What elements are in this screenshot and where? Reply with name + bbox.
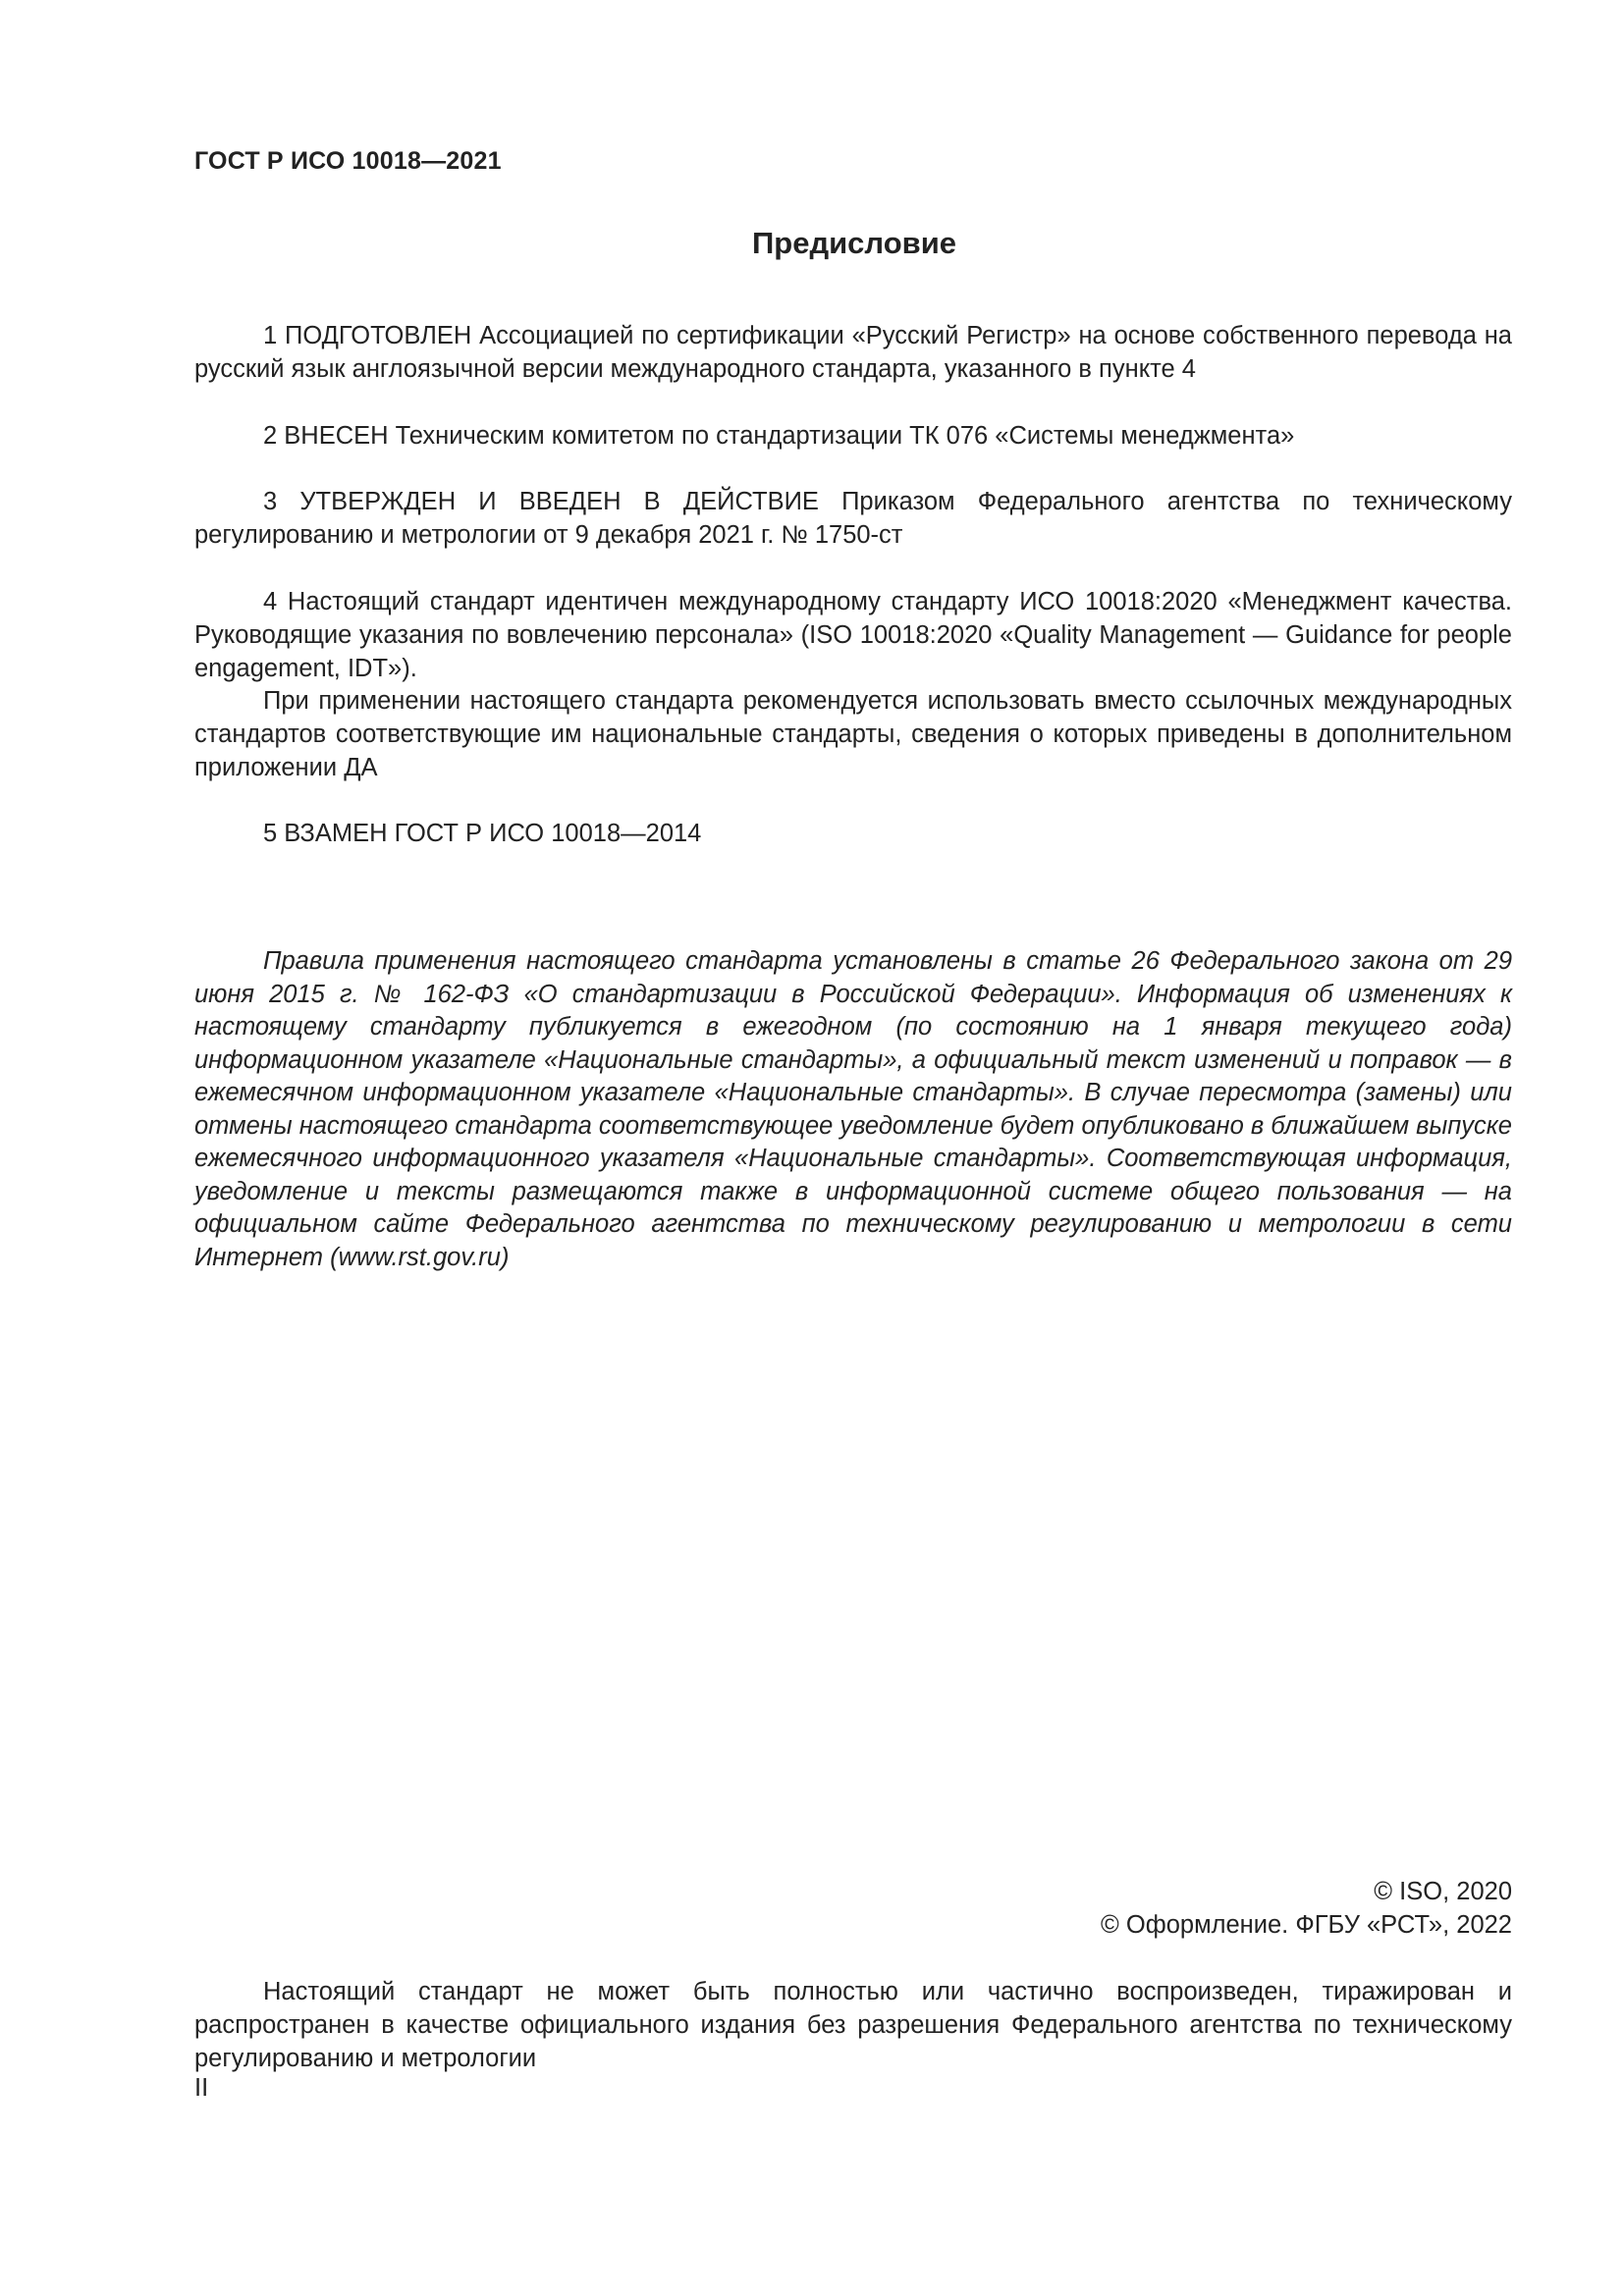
foreword-paragraph-4-note: При применении настоящего стандарта рекомендуется использовать вместо ссылочных международных стандартов соответствующие им национальные стандарты, сведения о которых приведены в дополнительном приложении ДА (194, 687, 1512, 781)
application-rules-notice: Правила применения настоящего стандарта установлены в статье 26 Федерального закона от 29 июня 2015 г. № 162-ФЗ «О стандартизации в Российской Федерации». Информация об изменениях к настоящему стандарту публикуется в ежегодном (по состоянию на 1 января текущего года) информационном указателе «Национальные стандарты», а официальный текст изменений и поправок — в ежемесячном информационном указателе «Национальные стандарты». В случае пересмотра (замены) или отмены настоящего стандарта соответствующее уведомление будет опубликовано в ближайшем выпуске ежемесячного информационного указателя «Национальные стандарты». Соответствующая информация, уведомление и тексты размещаются также в информационной системе общего пользования — на официальном сайте Федерального агентства по техническому регулированию и метрологии в сети Интернет (www.rst.gov.ru) (194, 947, 1512, 1271)
standard-code-header: ГОСТ Р ИСО 10018—2021 (194, 147, 502, 175)
page-number: II (194, 2074, 209, 2102)
foreword-paragraph-3: 3 УТВЕРЖДЕН И ВВЕДЕН В ДЕЙСТВИЕ Приказом Федерального агентства по техническому регулированию и метрологии от 9 декабря 2021 г. № 1750-ст (194, 488, 1512, 549)
copyright-iso: © ISO, 2020 (1374, 1878, 1512, 1905)
foreword-paragraph-4: 4 Настоящий стандарт идентичен международному стандарту ИСО 10018:2020 «Менеджмент качества. Руководящие указания по вовлечению персонала» (ISO 10018:2020 «Quality Management — Guidance for people engagement, IDT»). (194, 588, 1512, 682)
foreword-paragraph-1: 1 ПОДГОТОВЛЕН Ассоциацией по сертификации «Русский Регистр» на основе собственного перевода на русский язык англоязычной версии международного стандарта, указанного в пункте 4 (194, 322, 1512, 383)
foreword-paragraph-5: 5 ВЗАМЕН ГОСТ Р ИСО 10018—2014 (263, 820, 702, 847)
foreword-paragraph-2: 2 ВНЕСЕН Техническим комитетом по стандартизации ТК 076 «Системы менеджмента» (263, 422, 1295, 450)
page-title: Предисловие (751, 226, 956, 260)
reproduction-notice: Настоящий стандарт не может быть полностью или частично воспроизведен, тиражирован и распространен в качестве официального издания без разрешения Федерального агентства по техническому регулированию и метрологии (194, 1978, 1512, 2072)
copyright-design: © Оформление. ФГБУ «РСТ», 2022 (1101, 1911, 1512, 1939)
